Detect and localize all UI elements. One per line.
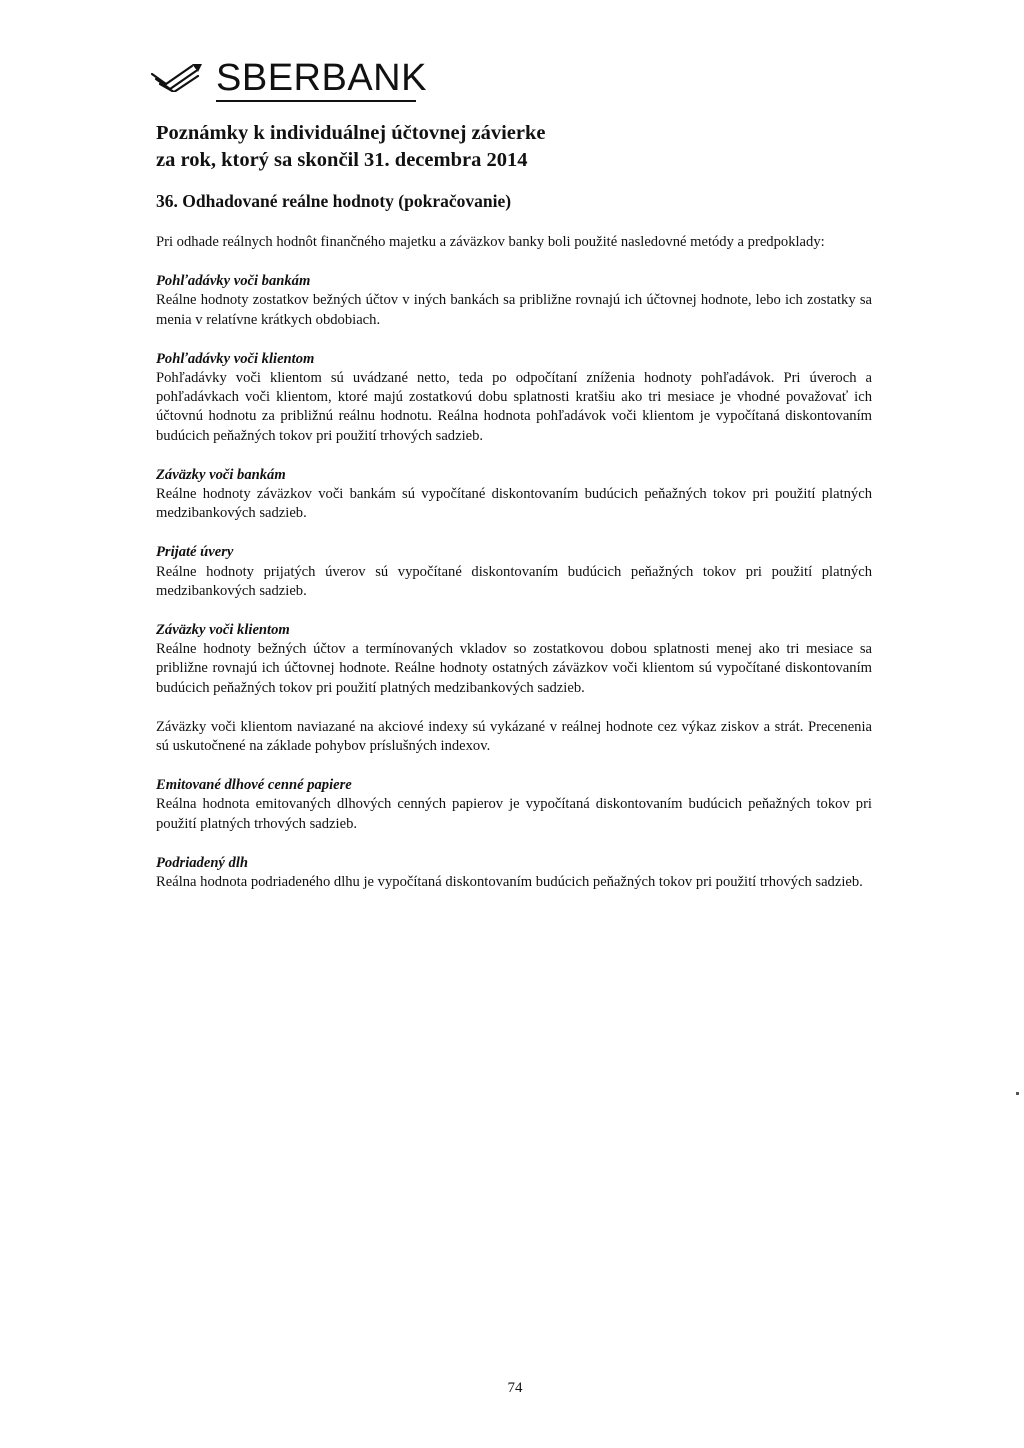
section-liabilities-banks (156, 466, 872, 524)
section-text: Reálne hodnoty záväzkov voči bankám sú vypočítané diskontovaním budúcich peňažných tokov pri použití platných medzibankových sadzieb. (156, 486, 872, 522)
document-title (156, 120, 546, 174)
intro-paragraph: Pri odhade reálnych hodnôt finančného majetku a záväzkov banky boli použité nasledovné metódy a predpoklady: (156, 234, 825, 250)
section-title: Podriadený dlh (156, 854, 249, 871)
section-title: Záväzky voči bankám (156, 466, 286, 483)
logo-underline (216, 100, 416, 102)
section-title: Záväzky voči klientom (156, 622, 290, 639)
section-text: Reálne hodnoty prijatých úverov sú vypočítané diskontovaním budúcich peňažných tokov pri použití platných medzibankových sadzieb. (156, 563, 872, 599)
sberbank-logo-icon (148, 62, 206, 92)
document-body (156, 233, 872, 912)
section-received-loans (156, 543, 872, 601)
section-text: Reálna hodnota podriadeného dlhu je vypočítaná diskontovaním budúcich peňažných tokov pri použití trhových sadzieb. (156, 874, 863, 891)
section-text: Pohľadávky voči klientom sú uvádzané netto, teda po odpočítaní zníženia hodnoty pohľadávok. Pri úveroch a pohľadávkach voči klientom, ktoré majú zostatkovú dobu splatnosti kratšiu ako tri mesiace je vhodné považovať ich účtovnú hodnotu za približnú reálnu hodnotu. Reálna hodnota pohľadávok voči klientom je vypočítaná diskontovaním budúcich peňažných tokov pri použití trhových sadzieb. (156, 370, 872, 444)
section-text-secondary: Záväzky voči klientom naviazané na akciové indexy sú vykázané v reálnej hodnote cez výkaz ziskov a strát. Precenenia sú uskutočnené na základe pohybov príslušných indexov. (156, 718, 872, 755)
sberbank-logo (148, 57, 427, 104)
section-liabilities-clients (156, 621, 872, 756)
section-title: Pohľadávky voči klientom (156, 350, 315, 367)
section-debt-securities (156, 776, 872, 834)
page-number: 74 (507, 1380, 523, 1396)
section-receivables-clients (156, 350, 872, 446)
section-receivables-banks (156, 272, 872, 330)
section-title: Pohľadávky voči bankám (156, 273, 311, 290)
section-title: Prijaté úvery (156, 544, 234, 561)
title-line-1: Poznámky k individuálnej účtovnej závierke (156, 122, 546, 144)
title-line-2: za rok, ktorý sa skončil 31. decembra 2014 (156, 149, 528, 171)
section-text: Reálna hodnota emitovaných dlhových cenných papierov je vypočítaná diskontovaním budúcich peňažných tokov pri použití platných trhových sadzieb. (156, 796, 872, 832)
section-text: Reálne hodnoty bežných účtov a termínovaných vkladov so zostatkovou dobou splatnosti menej ako tri mesiace sa približne rovnajú ich účtovnej hodnote. Reálne hodnoty ostatných záväzkov voči klientom sú vypočítané diskontovaním budúcich peňažných tokov pri použití platných medzibankových sadzieb. (156, 641, 872, 696)
section-text: Reálne hodnoty zostatkov bežných účtov v iných bankách sa približne rovnajú ich účtovnej hodnote, lebo ich zostatky sa menia v relatívne krátkych obdobiach. (156, 292, 872, 328)
section-title: Emitované dlhové cenné papiere (156, 777, 352, 794)
scan-mark (1016, 1092, 1019, 1095)
brand-name: SBERBANK (216, 57, 427, 99)
section-subordinated-debt (156, 854, 872, 892)
section-heading: 36. Odhadované reálne hodnoty (pokračovanie) (156, 191, 512, 211)
